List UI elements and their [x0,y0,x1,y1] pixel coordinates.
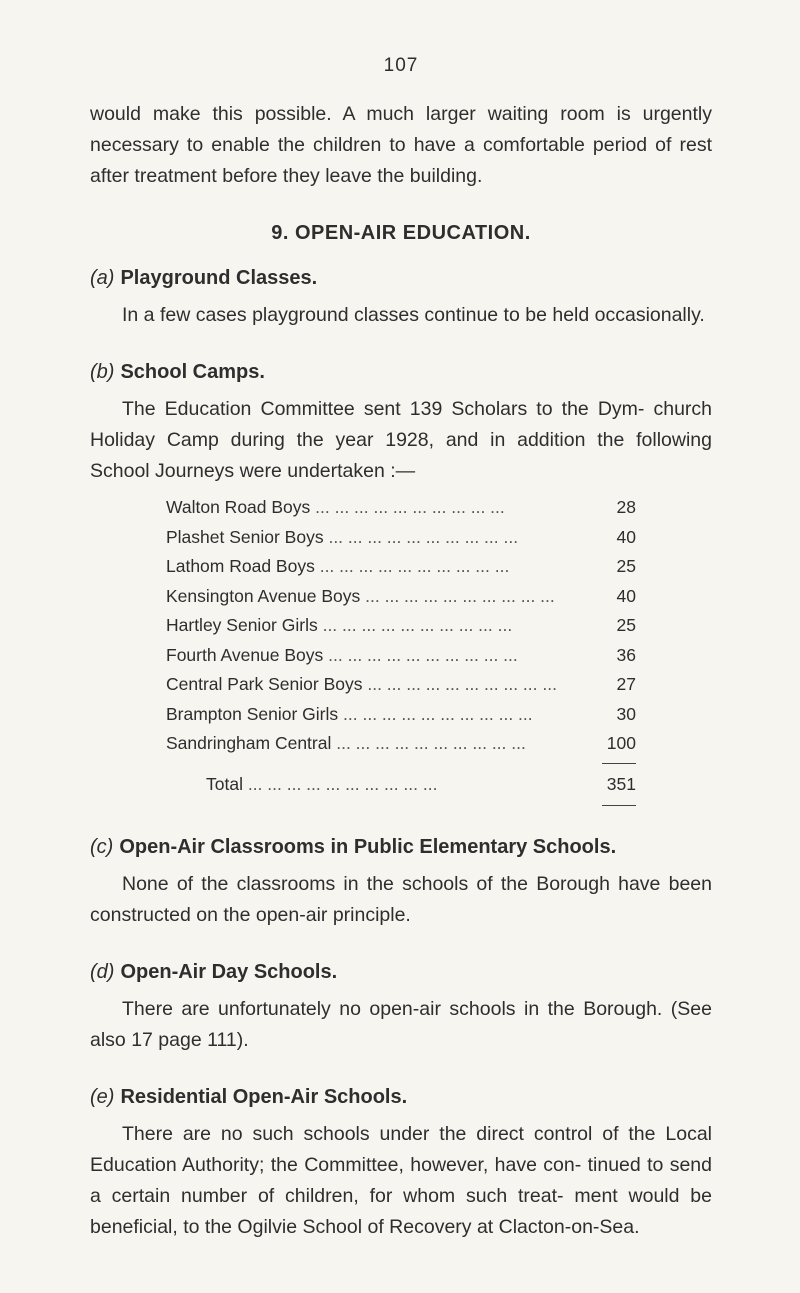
subsection-text-d: There are unfortunately no open-air schools in the Borough. (See also 17 page 111). [90,998,712,1051]
subsection-letter: (c) [90,836,114,858]
subsection-heading-b [90,361,712,384]
subsection-text-a: In a few cases playground classes continue to be held occasionally. [122,304,705,326]
school-name: Brampton Senior Girls ... [166,700,592,730]
total-rule-top [602,763,636,764]
table-row [166,611,636,641]
school-name: Lathom Road Boys ... [166,552,592,582]
table-row [166,523,636,553]
scholar-count: 25 [616,615,636,635]
total-rule-bottom [602,805,636,806]
section-title: 9. OPEN-AIR EDUCATION. [271,222,531,244]
table-row [166,729,636,759]
table-row [166,582,636,612]
school-name: Sandringham Central ... [166,729,592,759]
scholar-count: 27 [616,674,636,694]
journeys-table [166,493,636,806]
school-name: Kensington Avenue Boys ... [166,582,592,612]
total-row [166,770,636,800]
subsection-text-c: None of the classrooms in the schools of the Borough have been constructed on the open-air principle. [90,873,712,926]
school-name: Plashet Senior Boys ... [166,523,592,553]
subsection-title: Open-Air Day Schools. [120,961,338,983]
scholar-count: 30 [616,703,636,724]
school-name: Central Park Senior Boys ... [166,670,592,700]
subsection-text-e: There are no such schools under the direct control of the Local Education Authority; the Committee, however, have con- tinued to send a certain number of children, for whom such treat- ment would be beneficial, to the Ogilvie School of Recovery at Clacton-on-Sea. [90,1123,712,1238]
table-row [166,552,636,582]
scholar-count: 40 [616,526,636,547]
intro-paragraph: would make this possible. A much larger waiting room is urgently necessary to enable the children to have a comfortable period of rest after treatment before they leave the building. [90,103,712,187]
subsection-letter: (e) [90,1086,115,1108]
school-name: Walton Road Boys ... [166,493,592,523]
table-row [166,670,636,700]
total-label: Total ... [206,770,592,800]
subsection-letter: (b) [90,361,115,383]
subsection-title: Residential Open-Air Schools. [120,1086,408,1108]
scholar-count: 36 [616,644,636,665]
subsection-heading-e [90,1086,712,1109]
document-page [90,0,712,1243]
scholar-count: 28 [616,497,636,517]
subsection-title: Open-Air Classrooms in Public Elementary Schools. [119,836,617,858]
subsection-heading-a [90,267,712,290]
table-row [166,493,636,523]
subsection-title: Playground Classes. [120,267,318,289]
subsection-heading-c [90,836,712,859]
page-number: 107 [383,55,419,76]
total-count: 351 [606,773,636,794]
subsection-heading-d [90,961,712,984]
subsection-letter: (d) [90,961,115,983]
subsection-letter: (a) [90,267,115,289]
school-name: Hartley Senior Girls ... [166,611,592,641]
subsection-title: School Camps. [120,361,265,383]
table-row [166,641,636,671]
school-name: Fourth Avenue Boys ... [166,641,592,671]
scholar-count: 40 [616,585,636,606]
table-row [166,700,636,730]
scholar-count: 25 [616,556,636,576]
scholar-count: 100 [606,733,636,753]
subsection-text-b: The Education Committee sent 139 Scholars to the Dym- church Holiday Camp during the year 1928, and in addition the following School Journeys were undertaken :— [90,398,712,482]
